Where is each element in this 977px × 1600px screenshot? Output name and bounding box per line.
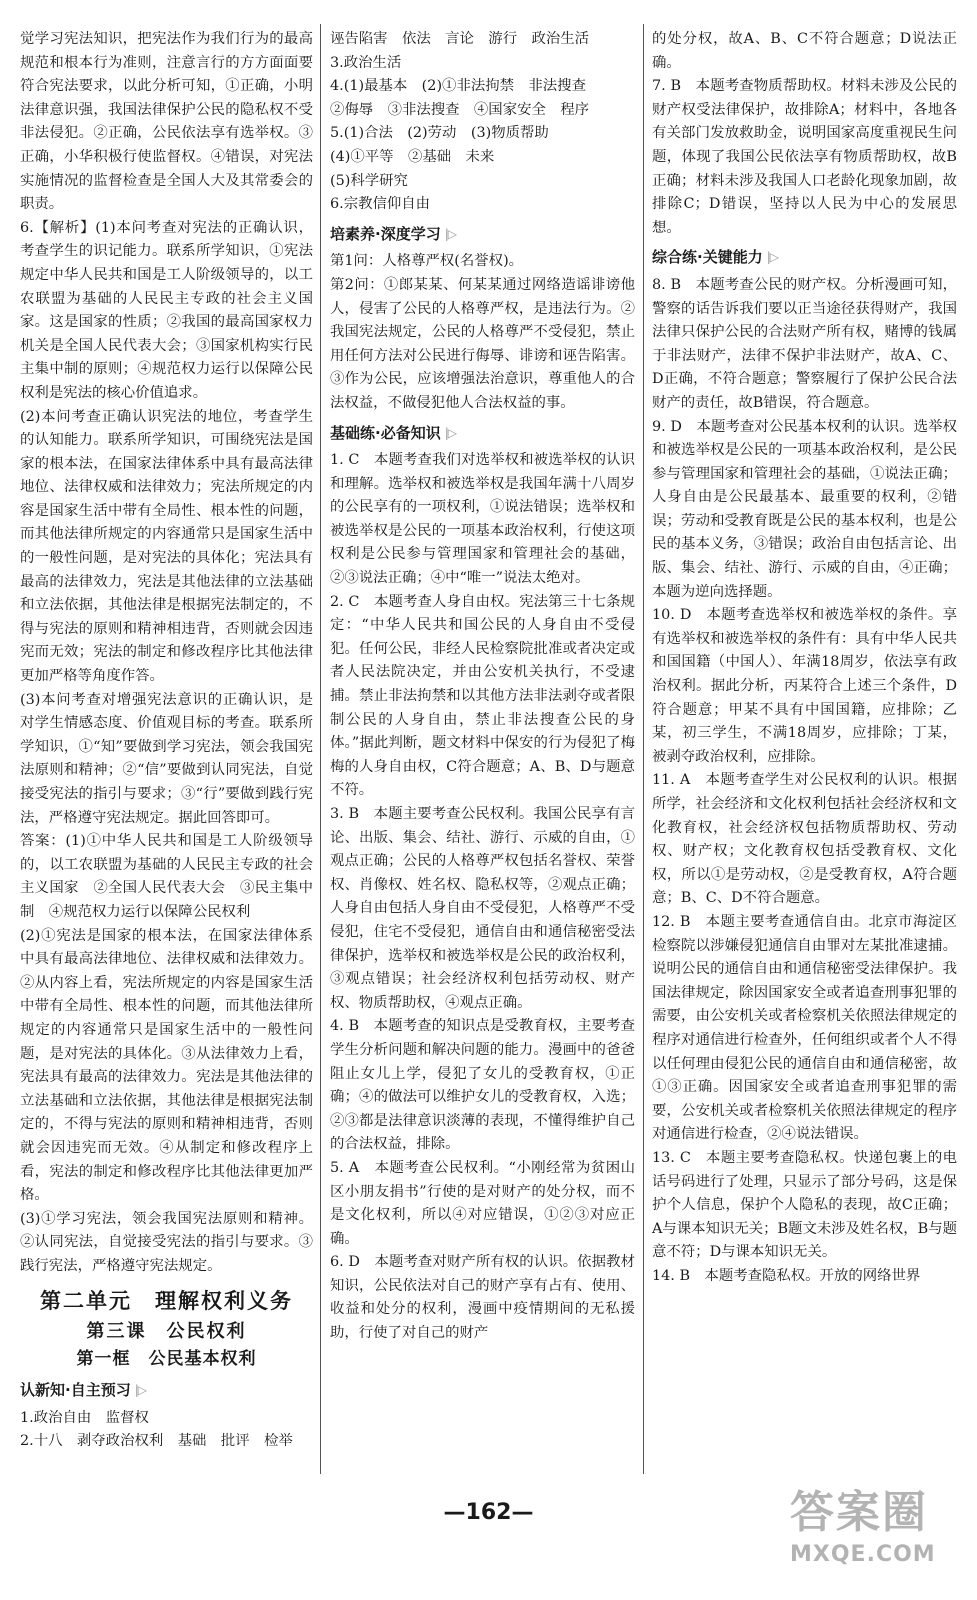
answer-text: 7. B 本题考查物质帮助权。材料未涉及公民的财产权受法律保护，故排除A；材料中，各地各有关部门发放救助金，说明国家高度重视民生问题，体现了我国公民依法享有物质帮助权，故B正确；材料未涉及我国人口老龄化现象加剧，故排除C；D错误，坚持以人民为中心的发展思想。 [652, 78, 957, 236]
column-left [20, 28, 313, 1454]
answer-text: 6.宗教信仰自由 [330, 196, 431, 213]
answer-text: 5. A 本题考查公民权利。“小刚经常为贫困山区小朋友捐书”行使的是对财产的处分权，而不是文化权利，所以④对应错误，①②③对应正确。 [330, 1159, 635, 1247]
answer-text: 2. C 本题考查人身自由权。宪法第三十七条规定：“中华人民共和国公民的人身自由不受侵犯。任何公民，非经人民检察院批准或者决定或者人民法院决定，并由公安机关执行，不受逮捕。禁止非法拘禁和以其他方法非法剥夺或者限制公民的人身自由，禁止非法搜查公民的身体。”据此判断，题文材料中保安的行为侵犯了梅梅的人身自由权，C符合题意；A、B、D与题意不符。 [330, 593, 635, 799]
answer-text: (3)①学习宪法，领会我国宪法原则和精神。②认同宪法，自觉接受宪法的指引与要求。③践行宪法，严格遵守宪法规定。 [20, 1210, 313, 1274]
answer-text: (5)科学研究 [330, 172, 408, 189]
answer-text: 1.政治自由 监督权 [20, 1409, 149, 1426]
answer-text: (2)①宪法是国家的根本法，在国家法律体系中具有最高法律地位、法律权威和法律效力。②从内容上看，宪法所规定的内容是国家生活中带有全局性、根本性的问题，而其他法律所规定的内容通常只是国家生活中的一般性问题，是对宪法的具体化。③从法律效力上看，宪法具有最高的法律效力。宪法是其他法律的立法基础和立法依据，其他法律是根据宪法制定的，不得与宪法的原则和精神相违背，否则就会因违宪而无效。④从制定和修改程序上看，宪法的制定和修改程序比其他法律更加严格。 [20, 927, 313, 1204]
lesson-title: 第三课 公民权利 [86, 1321, 247, 1343]
column-middle [330, 28, 635, 1346]
answer-text: 诬告陷害 依法 言论 游行 政治生活 [330, 31, 590, 47]
watermark-url: MXQE.COM [790, 1542, 936, 1567]
answer-text: 14. B 本题考查隐私权。开放的网络世界 [652, 1267, 921, 1284]
section-heading [652, 246, 957, 270]
chevron-decoration-icon: |▷ [444, 425, 456, 440]
section-heading-label: 培素养·深度学习 [330, 224, 441, 243]
answer-text: (4)①平等 ②基础 未来 [330, 148, 495, 165]
section-heading-label: 基础练·必备知识 [330, 423, 441, 442]
watermark-logo [790, 1485, 965, 1590]
answer-text: (3)本问考查对增强宪法意识的正确认识，是对学生情感态度、价值观目标的考查。联系所学知识，①“知”要做到学习宪法，领会我国宪法原则和精神；②“信”要做到认同宪法，自觉接受宪法的指引与要求；③“行”要做到践行宪法，严格遵守宪法规定。据此回答即可。 [20, 691, 313, 826]
section-heading [20, 1379, 313, 1403]
answer-text: 觉学习宪法知识，把宪法作为我们行为的最高规范和根本行为准则，注意言行的方方面面要符合宪法要求，以此分析可知，①正确，小明法律意识强，我国法律保护公民的隐私权不受非法侵犯。②正确，公民依法享有选举权。③正确，小华积极行使监督权。④错误，对宪法实施情况的监督检查是全国人大及其常委会的职责。 [20, 31, 313, 213]
answer-text: (2)本问考查正确认识宪法的地位，考查学生的认知能力。联系所学知识，可围绕宪法是国家的根本法，在国家法律体系中具有最高法律地位、法律权威和法律效力；宪法所规定的内容是国家生活中带有全局性、根本性的问题，而其他法律所规定的内容通常只是国家生活中的一般性问题，是对宪法的具体化；宪法具有最高的法律效力，宪法是其他法律的立法基础和立法依据，其他法律是根据宪法制定的，不得与宪法的原则和精神相违背，否则就会因违宪而无效；宪法的制定和修改程序比其他法律更加严格等角度作答。 [20, 408, 313, 685]
answer-text: 6. D 本题考查对财产所有权的认识。依据教材知识，公民依法对自己的财产享有占有、使用、收益和处分的权利，漫画中疫情期间的无私援助，行使了对自己的财产 [330, 1254, 635, 1342]
page-number: —162— [443, 1500, 534, 1525]
chevron-decoration-icon: |▷ [444, 226, 456, 241]
answer-text: 11. A 本题考查学生对公民权利的认识。根据所学，社会经济和文化权利包括社会经济权和文化教育权，社会经济权包括物质帮助权、劳动权、财产权；文化教育权包括受教育权、文化权，所以①是劳动权，②是受教育权，A符合题意；B、C、D不符合题意。 [652, 772, 957, 907]
section-heading [330, 223, 635, 247]
watermark-text: 答案圈 [790, 1487, 928, 1538]
answer-text: 4.(1)最基本 (2)①非法拘禁 非法搜查 [330, 78, 586, 95]
unit-title: 第二单元 理解权利义务 [40, 1289, 293, 1314]
column-divider-left [320, 24, 321, 1474]
answer-text: 的处分权，故A、B、C不符合题意；D说法正确。 [652, 31, 957, 71]
answer-text: 2.十八 剥夺政治权利 基础 批评 检举 [20, 1433, 293, 1450]
answer-text: 3. B 本题主要考查公民权利。我国公民享有言论、出版、集会、结社、游行、示威的自由，①观点正确；公民的人格尊严权包括名誉权、荣誉权、肖像权、姓名权、隐私权等，②观点正确；人身自由包括人身自由不受侵犯，人格尊严不受侵犯，住宅不受侵犯，通信自由和通信秘密受法律保护，选举权和被选举权是公民的政治权利，③观点错误；社会经济权利包括劳动权、财产权、物质帮助权，④观点正确。 [330, 806, 635, 1011]
chevron-decoration-icon: |▷ [134, 1383, 146, 1398]
answer-text: 6.【解析】(1)本问考查对宪法的正确认识，考查学生的识记能力。联系所学知识，①宪法规定中华人民共和国是工人阶级领导的，以工农联盟为基础的人民民主专政的社会主义国家。这是国家的性质；②我国的最高国家权力机关是全国人民代表大会；③国家机构实行民主集中制的原则；④规范权力运行以保障公民权利是宪法的核心价值追求。 [20, 219, 313, 401]
column-divider-right [643, 24, 644, 1474]
answer-text: 第1问：人格尊严权(名誉权)。 [330, 253, 524, 270]
section-heading [330, 422, 635, 446]
answer-text: 第2问：①郎某某、何某某通过网络造谣诽谤他人，侵害了公民的人格尊严权，是违法行为。②我国宪法规定，公民的人格尊严不受侵犯，禁止用任何方法对公民进行侮辱、诽谤和诬告陷害。③作为公民，应该增强法治意识，尊重他人的合法权益，不做侵犯他人合法权益的事。 [330, 276, 635, 411]
answer-text: ②侮辱 ③非法搜查 ④国家安全 程序 [330, 101, 590, 118]
answer-text: 8. B 本题考查公民的财产权。分析漫画可知，警察的话告诉我们要以正当途径获得财产，我国法律只保护公民的合法财产所有权，赌博的钱属于非法财产，法律不保护非法财产，故A、C、D正确，不符合题意；警察履行了保护公民合法财产的责任，故B错误，符合题意。 [652, 276, 957, 411]
column-right [652, 28, 957, 1288]
answer-text: 3.政治生活 [330, 54, 402, 71]
frame-title: 第一框 公民基本权利 [76, 1348, 257, 1369]
answer-text: 答案：(1)①中华人民共和国是工人阶级领导的，以工农联盟为基础的人民民主专政的社会主义国家 ②全国人民代表大会 ③民主集中制 ④规范权力运行以保障公民权利 [20, 833, 313, 920]
section-heading-label: 综合练·关键能力 [652, 248, 763, 267]
answer-text: 13. C 本题主要考查隐私权。快递包裹上的电话号码进行了处理，只显示了部分号码，这是保护个人信息，保护个人隐私的表现，故C正确；A与课本知识无关；B题文未涉及姓名权，B与题意不符；D与课本知识无关。 [652, 1149, 957, 1261]
chevron-decoration-icon: |▷ [766, 250, 778, 265]
answer-text: 1. C 本题考查我们对选举权和被选举权的认识和理解。选举权和被选举权是我国年满十八周岁的公民享有的一项权利，①说法错误；选举权和被选举权是公民的一项基本政治权利，行使这项权利是公民参与管理国家和管理社会的基础，②③说法正确；④中“唯一”说法太绝对。 [330, 452, 635, 587]
section-heading-label: 认新知·自主预习 [20, 1381, 131, 1400]
answer-text: 10. D 本题考查选举权和被选举权的条件。享有选举权和被选举权的条件有：具有中华人民共和国国籍（中国人）、年满18周岁，依法享有政治权利。据此分析，丙某符合上述三个条件，D符合题意；甲某不具有中国国籍，应排除；乙某，初三学生，不满18周岁，应排除；丁某，被剥夺政治权利，应排除。 [652, 607, 957, 765]
answer-text: 9. D 本题考查对公民基本权利的认识。选举权和被选举权是公民的一项基本政治权利，是公民参与管理国家和管理社会的基础，①说法正确；人身自由是公民最基本、最重要的权利，②错误；劳动和受教育既是公民的基本权利，也是公民的基本义务，③错误；政治自由包括言论、出版、集会、结社、游行、示威的自由，④正确；本题为逆向选择题。 [652, 418, 957, 600]
answer-text: 4. B 本题考查的知识点是受教育权，主要考查学生分析问题和解决问题的能力。漫画中的爸爸阻止女儿上学，侵犯了女儿的受教育权，①正确；④的做法可以维护女儿的受教育权，入选；②③都是法律意识淡薄的表现，不懂得维护自己的合法权益，排除。 [330, 1018, 635, 1153]
answer-text: 12. B 本题主要考查通信自由。北京市海淀区检察院以涉嫌侵犯通信自由罪对左某批准逮捕。说明公民的通信自由和通信秘密受法律保护。我国法律规定，除因国家安全或者追查刑事犯罪的需要，由公安机关或者检察机关依照法律规定的程序对通信进行检查外，任何组织或者个人不得以任何理由侵犯公民的通信自由和通信秘密，故①③正确。因国家安全或者追查刑事犯罪的需要，公安机关或者检察机关依照法律规定的程序对通信进行检查，②④说法错误。 [652, 913, 957, 1143]
answer-text: 5.(1)合法 (2)劳动 (3)物质帮助 [330, 125, 549, 142]
